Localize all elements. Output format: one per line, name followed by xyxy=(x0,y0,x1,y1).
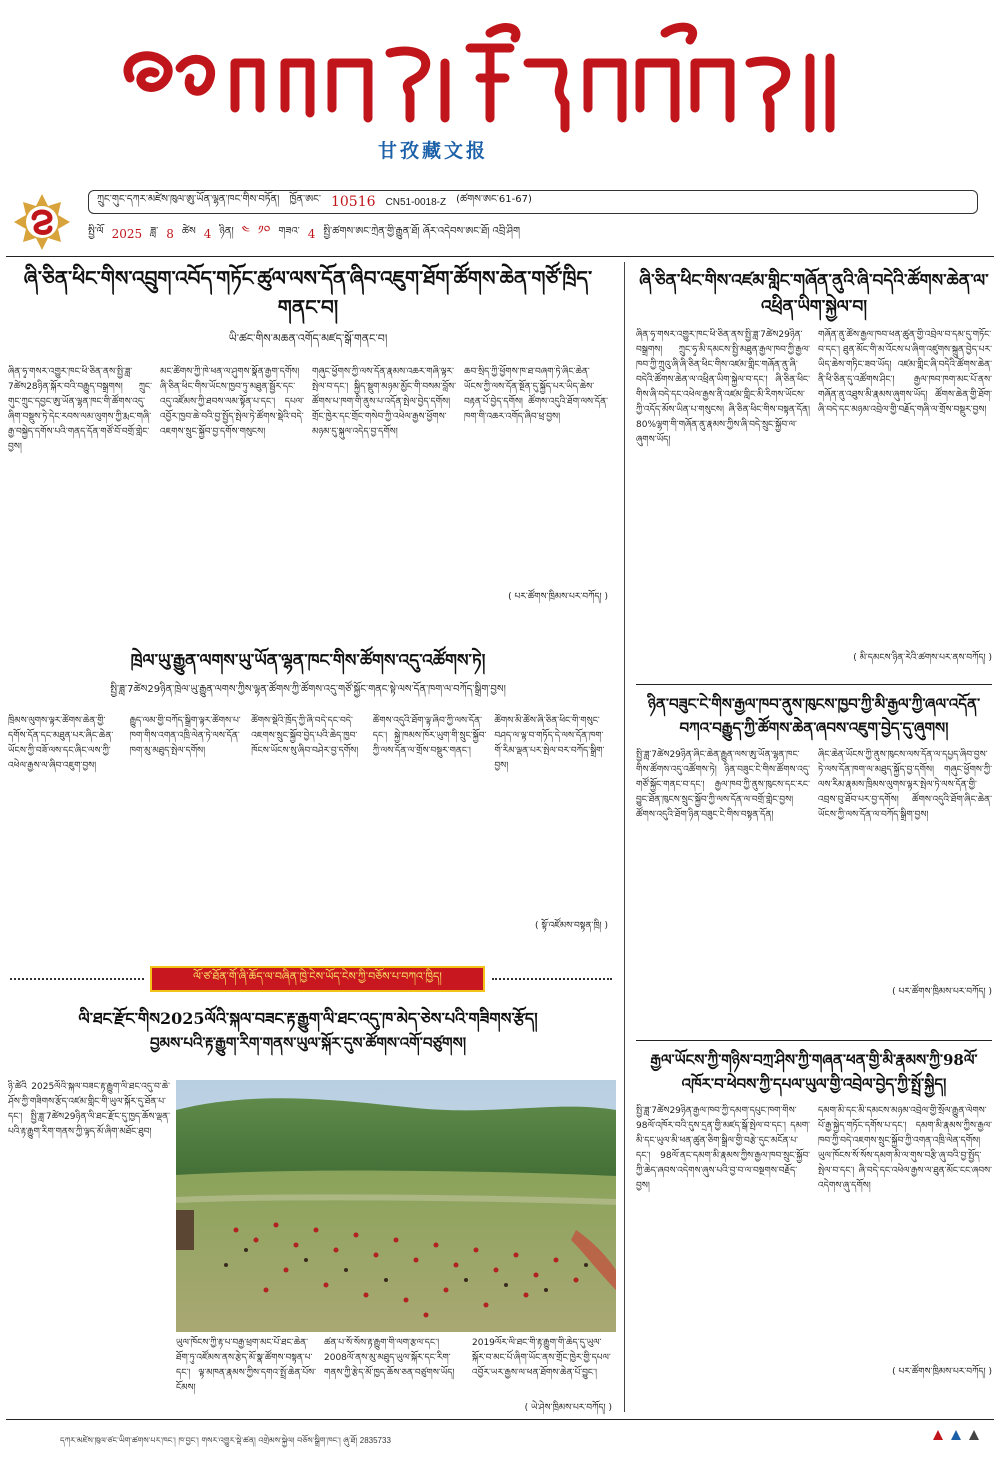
publication-info xyxy=(88,190,978,214)
energy-headline: ཉིན་བཟུང་ངེ་གིས་རྒྱལ་ཁབ་ནུས་ཁུངས་ཁྱབ་ཀྱི་མི་རྒྱལ་ཀྱི་ཞལ་འདོན་བཀའ་བརྒྱུད་ཀྱི་ཚོགས་ཆེན་ཞབས་འཇུག་བྱེད་དུ་ཞུགས། xyxy=(647,695,981,737)
horse-race-columns-bottom xyxy=(176,1336,612,1414)
army-day-headline: རྒྱལ་ཡོངས་ཀྱི་གཉིས་བཀྲ་ཤིས་ཀྱི་གཞན་ཕན་གྱི་མི་རྣམས་ཀྱི་98ལོ་འཁོར་བ་ཕེབས་ཀྱི་དཔལ་ཡུལ་གྱི་འབྲེལ་བྱེད་ཀྱི་སྤྲོ་སྐྱིད། xyxy=(650,1051,978,1093)
meeting-column-3: ཚོགས་སྡེའི་ཁྲོད་ཀྱི་ཞི་བདེ་དང་བདེ་འཇགས་སྲུང་སྐྱོབ་བྱེད་པའི་ཆེད་ཁྱབ་ཁོངས་ཡོངས་སུ་ཞིབ་བཤེར་བྱ་དགོས། xyxy=(251,716,359,756)
registration-mark-icon xyxy=(932,1429,944,1441)
lead-source: ( པར་ཚོགས་ཁྲིམས་པར་བཀོད། ) xyxy=(508,592,608,602)
meeting-source: ( སྟོ་འཛོམས་བསྟན་ཁྲི། ) xyxy=(534,921,608,931)
masthead-subtitle: 甘孜藏文报 xyxy=(378,140,489,162)
youth-source: ( མི་དམངས་ཉིན་རེའི་ཚགས་པར་ནས་བཀོད། ) xyxy=(853,653,992,663)
horse-race-photo xyxy=(176,1080,616,1332)
footer-text xyxy=(60,1431,900,1454)
article-meeting xyxy=(8,648,608,958)
horse-race-column-4: 2019ལོར་ལི་ཐང་གི་རྟ་རྒྱུག་གི་ཆེད་དུ་ཡུལ་སྐོར་བ་མང་པོ་ཞིག་ཡོང་ནས་གྲོང་ཁྱེར་གྱི་དཔལ་འབྱོར་ཡར་རྒྱས་ལ་ཕན་ཐོགས་ཆེན་པོ་བྱུང་། xyxy=(472,1338,611,1378)
date-month: 8 xyxy=(166,227,174,241)
issue-number: 10516 xyxy=(330,194,376,210)
energy-column-2: ཞིང་ཆེན་ཡོངས་ཀྱི་ནུས་ཁུངས་ལས་དོན་ལ་དཔྱད་ཞིབ་བྱས་ཏེ་ལས་དོན་ཁག་ལ་མཐུད་སྐྱོད་བྱ་དགོས། གཞུང་ཕྱོགས་ཀྱི་ལས་རིམ་རྣམས་ཁྲིམས་ལུགས་ལྟར་སྤེལ་ཏེ་ལས་དོན་གྱི་འབྲས་བུ་ཐོབ་པར་བྱ་དགོས། ཚོགས་འདུའི་ཐོག་ཞིང་ཆེན་ཡོངས་ཀྱི་ལས་དོན་ལ་བཀོད་སྒྲིག་བྱས། xyxy=(818,750,992,820)
registration-mark-icon xyxy=(968,1429,980,1441)
info-bar xyxy=(6,188,994,254)
tibetan-date-month: ༤ xyxy=(241,224,250,237)
column-divider xyxy=(624,262,625,1412)
date-year: 2025 xyxy=(111,227,143,241)
horse-race-headline: ལི་ཐང་རྫོང་གིས2025ལོའི་སྐལ་བཟང་རྟ་རྒྱུག་ལི་ཐང་འདུ་ཁ་མེད་ཅེས་པའི་གཟིགས་རྩོད། xyxy=(78,1009,538,1028)
lead-headline: ཞི་ཅིན་ཕིང་གིས་འབྲུག་འབོད་གཏོང་ཚུལ་ལས་དོན་ཞིབ་འཇུག་ཐོག་ཚོགས་ཆེན་གཙོ་ཁྲིད་གནང་བ། xyxy=(23,266,593,319)
youth-column-2: གཞོན་ནུ་ཚོས་རྒྱལ་ཁབ་ཕན་ཚུན་གྱི་འབྲེལ་བ་དམ་དུ་གཏོང་བ་དང་། ཐུན་མོང་གི་མ་འོངས་པ་ཞིག་འཛུགས་སྐྲུན་བྱེད་པར་ཡིད་ཆེས་གཏིང་ཟབ་ཡོད། འཛམ་གླིང་ཞི་བདེའི་ཚོགས་ཆེན་ནི་ཕི་ཅིན་དུ་འཚོགས་ཤིང་། རྒྱལ་ཁབ་ཁག་མང་པོ་ནས་གཞོན་ནུ་འཐུས་མི་རྣམས་ཞུགས་ཡོད། ཚོགས་ཆེན་གྱི་ཐོག་ཞི་བདེ་དང་མཉམ་འབྲེལ་གྱི་བརྗོད་གཞི་ལ་གྲོས་བསྡུར་བྱས། xyxy=(818,330,992,415)
masthead-title xyxy=(110,8,870,138)
horse-race-column-3: ཚན་པ་སོ་སོས་རྟ་རྒྱུག་གི་ལག་རྩལ་དང་། 2008ལོ་ནས་མུ་མཐུད་ཡུལ་སྐོར་དང་རིག་གནས་ཀྱི་རྩེད་མོ་ཁྱད་ཆོས་ཅན་བཙུགས་ཡོད། xyxy=(324,1338,455,1378)
tibetan-date-day: ༡༠ xyxy=(257,224,271,237)
cn-code: CN51-0018-Z xyxy=(385,196,447,208)
meeting-headline: ཁྲེལ་ཡུ་རྒྱུན་ལགས་ཡུ་ཡོན་ལྷན་ཁང་གིས་ཚོགས་འདུ་འཚོགས་ཏེ། xyxy=(130,651,486,671)
lead-column-3: གཞུང་ཕྱོགས་ཀྱི་ལས་དོན་རྣམས་འཆར་གཞི་ལྟར་སྤེལ་བ་དང་། སྐྱིད་སྡུག་མཉམ་མྱོང་གི་བསམ་བློས་ཚོགས་པ་ཁག་གི་ནུས་པ་འདོན་སྤེལ་བྱེད་དགོས། གྲོང་ཁྱེར་དང་གྲོང་གསེབ་ཀྱི་འཕེལ་རྒྱས་ཕྱོགས་མཉམ་དུ་སྐུལ་འདེད་བྱ་དགོས། xyxy=(312,367,456,437)
banner-rule-right xyxy=(492,978,612,980)
code-tail: (ཚགས་ཨང་61-67) xyxy=(456,194,532,205)
masthead-rule xyxy=(6,256,994,257)
horse-race-source: ( ཡེ་ཤེས་ཁྲིམས་པར་བཀོད། ) xyxy=(524,1403,612,1413)
energy-source: ( པར་ཚོགས་ཁྲིམས་པར་བཀོད། ) xyxy=(892,987,992,997)
meeting-column-2: རྒྱུད་ལམ་གྱི་བཀོད་སྒྲིག་ལྟར་ཚོགས་པ་ཁག་གིས་འགན་འཁྲི་ལེན་ཏེ་ལས་དོན་ཁག་མུ་མཐུད་སྤེལ་དགོས། xyxy=(129,716,241,756)
masthead xyxy=(0,0,1000,185)
army-day-column-2: དམག་མི་དང་མི་དམངས་མཉམ་འབྲེལ་གྱི་སྲོལ་རྒྱུན་ལེགས་པོ་རྒྱ་སྐྱེད་གཏོང་དགོས་པ་དང་། དམག་མི་རྣམས་ཀྱིས་རྒྱལ་ཁབ་ཀྱི་བདེ་འཇགས་སྲུང་སྐྱོབ་ཀྱི་འགན་འཁྲི་ལེན་དགོས། ཡུལ་ཁོངས་སོ་སོས་དམག་མི་ལ་གུས་བརྩི་ཞུ་བའི་བྱ་སྤྱོད་སྤེལ་བ་དང་། ཞི་བདེ་དང་འཕེལ་རྒྱས་ལ་ཐུན་མོང་ངང་ཞབས་འདེགས་ཞུ་དགོས། xyxy=(818,1106,992,1191)
weekday: 4 xyxy=(307,227,316,241)
article-horse-race-head xyxy=(8,1006,608,1076)
section-banner: ལོ་ཙ་ཐོན་གོ་ཞི་ཆོད་ལ་བཞིན་ཁྱེ་ངེས་ཡོད་ངེས་ཀྱི་བཅོས་པ་བཀའ་ཁྱིད། xyxy=(150,966,485,992)
logo-icon xyxy=(12,192,72,252)
footer-rule xyxy=(6,1419,994,1420)
horse-race-column-2: ཡུལ་ཁོངས་ཀྱི་རྟ་པ་བརྒྱ་ཕྲག་མང་པོ་ཐང་ཆེན་ཐོག་ཏུ་འཛོམས་ནས་རྩེད་མོ་སྣ་ཚོགས་བསྟན་པ་དང་། ལྟ་མཁན་རྣམས་ཀྱིས་དགའ་སྤྲོ་ཆེན་པོས་ངོམས། xyxy=(176,1338,316,1393)
lead-column-4: ཆབ་སྲིད་ཀྱི་ཕྱོགས་ཁ་ཐ་བཞག་ཏེ་ཞིང་ཆེན་ཡོངས་ཀྱི་ལས་དོན་སྔོན་དུ་སྐྱོད་པར་ཡིད་ཆེས་བརྟན་པོ་བྱེད་དགོས། ཚོགས་འདུའི་ཐོག་ལས་དོན་ཁག་གི་འཆར་འགོད་ཞིབ་ཕྲ་བྱས། xyxy=(464,367,608,422)
youth-headline: ཞི་ཅིན་ཕིང་གིས་འཛམ་གླིང་གཞོན་ནུའི་ཞི་བདེའི་ཚོགས་ཆེན་ལ་འཕྲིན་ཡིག་སྐྱེལ་བ། xyxy=(639,271,989,317)
meeting-column-1: ཁྲིམས་ལུགས་ལྟར་ཚོགས་ཆེན་གྱི་དགོས་དོན་དང་མཐུན་པར་ཞིང་ཆེན་ཡོངས་ཀྱི་བཟོ་ལས་དང་ཞིང་ལས་ཀྱི་འཕེལ་རྒྱས་ལ་ཞིབ་འཇུག་བྱས། xyxy=(8,716,114,771)
meeting-column-5: ཚོགས་མི་ཚོས་ཞི་ཅིན་ཕིང་གི་གསུང་བཤད་ལ་ལྟ་བ་གཏོད་དེ་ལས་དོན་ཁག་གོ་རིམ་ལྡན་པར་སྤེལ་བར་བཀོད་སྒྲིག་བྱས། xyxy=(494,716,605,771)
info-extra: སྤྱི་ཚགས་ཨང་ཀྲེན་གྱི་རྒྱུན་ཐོ། ཞོར་འདེབས་ཨང་ཐོ། འབྲི་ཤིག xyxy=(323,226,520,237)
right-rule-2 xyxy=(636,1040,992,1041)
article-youth-peace xyxy=(636,268,992,678)
publisher-label: ཀྲུང་གུང་དཀར་མཛེས་ཁུལ་ཨུ་ཡོན་ལྷན་ཁང་གིས་བཏོན། xyxy=(97,194,280,205)
registration-marks xyxy=(932,1429,980,1441)
issue-label: ཁྱོན་ཨང་ xyxy=(289,194,321,205)
article-army-day xyxy=(636,1048,992,1412)
article-lead xyxy=(8,264,608,636)
horse-race-column-left xyxy=(8,1080,170,1410)
article-energy xyxy=(636,692,992,1032)
lead-column-2: མང་ཚོགས་ཀྱི་ཁེ་ཕན་ལ་ཤུགས་སྣོན་རྒྱག་དགོས། ཞི་ཅིན་ཕིང་གིས་ཡོངས་ཁྱབ་ཏུ་མཐུན་སྦྱོར་དང་འདུ་འཛོམས་ཀྱི་ཐབས་ལམ་སྟོན་པ་དང་། དཔལ་འབྱོར་ཁྱབ་ཆེ་བའི་བྱ་སྤྱོད་སྤེལ་ཏེ་ཚོགས་སྡེའི་བདེ་འཇགས་སྲུང་སྐྱོབ་བྱ་དགོས་གསུངས། xyxy=(160,367,304,437)
meeting-column-4: ཚོགས་འདུའི་ཐོག་ལྟ་ཞིབ་ཀྱི་ལས་དོན་དང་། སྐྱེ་ཁམས་ཁོར་ཡུག་གི་སྲུང་སྐྱོབ་ཀྱི་ལས་དོན་ལ་གྲོས་བསྡུར་གནང་། xyxy=(372,716,487,756)
banner-rule-left xyxy=(10,978,144,980)
meeting-subheadline: སྤྱི་ཟླ་7ཚེས29ཉིན་ཁྲེལ་ཡུ་རྒྱུན་ལགས་ཀྱིས་ལྷན་ཚོགས་ཀྱི་ཚོགས་འདུ་གཙོ་སྐྱོང་གནང་སྟེ་ལས་དོན་ཁག་ལ་བཀོད་སྒྲིག་བྱས། xyxy=(110,684,506,695)
army-day-column-1: སྤྱི་ཟླ་7ཚེས29ཉིན་རྒྱལ་ཁབ་ཀྱི་དམག་དཔུང་ཁག་གིས་98ལོ་འཁོར་བའི་དུས་དྲན་གྱི་མཛད་སྒོ་སྤེལ་བ་དང་། དམག་མི་དང་ཡུལ་མི་ཕན་ཚུན་ཅིག་སྒྲིལ་གྱི་བརྩེ་དུང་མངོན་པ་དང་། 98ལོ་ནང་དམག་མི་རྣམས་ཀྱིས་རྒྱལ་ཁབ་སྲུང་སྐྱོབ་ཀྱི་ཆེད་ཞབས་འདེགས་ཞུས་པའི་བྱ་བ་ལ་བསྔགས་བརྗོད་བྱས། xyxy=(636,1106,810,1191)
footer-info: དཀར་མཛེས་ཁུལ་ཙང་ཡིག་ཚགས་པར་ཁང་། ཁ་བྱང་། གསར་འགྱུར་སྡེ་ཚན། འགྲེམས་སྐྱེལ། བཅོས་སྒྲིག་ཁང་། ཞུ་ཐོ། xyxy=(60,1436,358,1445)
footer xyxy=(0,1417,1000,1457)
lead-column-1: ཞིན་ཧྭ་གསར་འགྱུར་ཁང་ཕི་ཅིན་ནས་སྤྱི་ཟླ་7ཚེས28ཉིན་སྐོར་བའི་བརྒྱུད་བསྒྲགས། ཀྲུང་གུང་ཀྲུང་དབྱང་ཨུ་ཡོན་ལྷན་ཁང་གི་ཚོགས་འདུ་ཞིག་བསྡུས་ཏེ་དེང་རབས་ལམ་ལུགས་ཀྱི་རྨང་གཞི་རྒྱ་བསྐྱེད་དགོས་པའི་གནད་དོན་གཙོ་བོ་བགྲོ་གླེང་བྱས། xyxy=(8,367,152,452)
right-rule-1 xyxy=(636,684,992,685)
horse-race-subheadline: བྱམས་པའི་རྟ་རྒྱུག་རིག་གནས་ཡུལ་སྐོར་དུས་ཚོགས་འགོ་བཙུགས། xyxy=(149,1034,467,1052)
army-day-source: ( པར་ཚོགས་ཁྲིམས་པར་བཀོད། ) xyxy=(892,1367,992,1377)
lead-byline: ཡི་ཚང་གིས་མཆན་འགོད་མཛད་སྒོ་གནང་བ། xyxy=(228,332,388,345)
footer-phone: 2835733 xyxy=(359,1436,391,1445)
youth-column-1: ཞིན་ཧྭ་གསར་འགྱུར་ཁང་ཕི་ཅིན་ནས་སྤྱི་ཟླ་7ཚེས29ཉིན་བསྒྲགས། ཀྲུང་ཧྭ་མི་དམངས་སྤྱི་མཐུན་རྒྱལ་ཁབ་ཀྱི་རྒྱལ་ཁབ་ཀྱི་ཀྲུའུ་ཞི་ཞི་ཅིན་ཕིང་གིས་འཛམ་གླིང་གཞོན་ནུ་ཞི་བདེའི་ཚོགས་ཆེན་ལ་འཕྲིན་ཡིག་སྐྱེལ་བ་དང་། ཞི་ཅིན་ཕིང་གིས་ཞི་བདེ་དང་འཕེལ་རྒྱས་ནི་འཛམ་གླིང་མི་རིགས་ཡོངས་ཀྱི་འདོད་མོས་ཡིན་པ་གསུངས། ཞི་ཅིན་ཕིང་གིས་བསྟན་དོན། 80%ལྷག་གི་གཞོན་ནུ་རྣམས་ཀྱིས་ཞི་བདེ་སྲུང་སྐྱོབ་ལ་ཞུགས་ཡོད། xyxy=(636,330,810,445)
date-day: 4 xyxy=(203,227,212,241)
registration-mark-icon xyxy=(950,1429,962,1441)
horse-race-column-1: ཉི་ཚེའི 2025ལོའི་སྐལ་བཟང་རྟ་རྒྱུག་ལི་ཐང་འདུ་བ་ཆེ་ཤོས་ཀྱི་གཟིགས་རྩོད་འཛམ་གླིང་གི་ཡུལ་སྐོར་དུ་ཐོན་པ་དང་། སྤྱི་ཟླ་7ཚེས29ཉིན་ལི་ཐང་རྫོང་དུ་ཁྱད་ཆོས་ལྡན་པའི་རྟ་རྒྱུག་རིག་གནས་ཀྱི་ལྟད་མོ་ཞིག་མཐོང་ཐུབ། xyxy=(8,1082,170,1137)
energy-column-1: སྤྱི་ཟླ་7ཚེས29ཉིན་ཞིང་ཆེན་རྒྱུན་ལས་ཨུ་ཡོན་ལྷན་ཁང་གིས་ཚོགས་འདུ་འཚོགས་ཏེ། ཉིན་བཟུང་ངེ་གིས་ཚོགས་འདུ་གཙོ་སྐྱོང་གནང་བ་དང་། རྒྱལ་ཁབ་ཀྱི་ནུས་ཁུངས་དང་རང་བྱུང་ཐོན་ཁུངས་སྲུང་སྐྱོབ་ཀྱི་ལས་དོན་ལ་བགྲོ་གླེང་བྱས། ཚོགས་འདུའི་ཐོག་ཉིན་བཟུང་ངེ་གིས་བསྟན་དོན། xyxy=(636,750,810,820)
date-line: སྤྱི་ལོ 2025 ཟླ་ 8 ཚེས 4 ཉིན། ༤ ༡༠ གཟའ་ 4 སྤྱི་ཚགས་ཨང་ཀྲེན་གྱི་རྒྱུན་ཐོ། ཞོར་འདེབས་ཨང་ཐོ། འབྲི་ཤིག xyxy=(88,224,978,244)
